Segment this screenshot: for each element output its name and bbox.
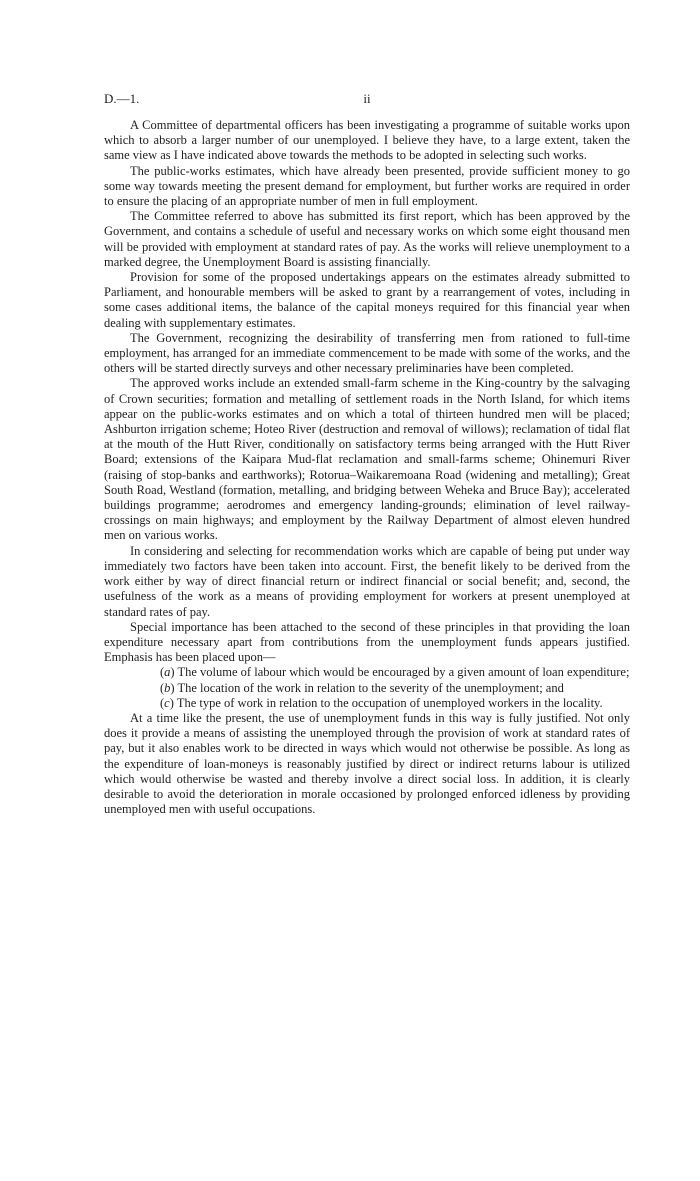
emphasis-list: [104, 665, 630, 711]
body-text: [104, 118, 630, 817]
page-number: ii: [363, 91, 371, 106]
paragraph-unemployment-funds: At a time like the present, the use of unemployment funds in this way is fully justified. Not only does it provide a means of assisting the unemployed through the provision of work at standard rates of pay, but it also enables work to be directed in ways which would not otherwise be possible. As long as the expenditure of loan-moneys is reasonably justified by direct or indirect returns labour is utilized which would otherwise be wasted and thereby involve a direct social loss. In addition, it is clearly desirable to avoid the deterioration in morale occasioned by prolonged enforced idleness by providing unemployed men with useful occupations.: [104, 710, 630, 817]
paragraph-government: The Government, recognizing the desirability of transferring men from rationed to full-time employment, has arranged for an immediate commencement to be made with some of the works, and the others will be started directly surveys and other necessary preliminaries have been completed.: [104, 330, 630, 376]
list-item: (c) The type of work in relation to the occupation of unemployed workers in the locality.: [160, 695, 603, 710]
document-reference: D.—1.: [104, 91, 140, 106]
list-marker: c: [164, 695, 170, 710]
paragraph-committee: A Committee of departmental officers has been investigating a programme of suitable works upon which to absorb a larger number of our unemployed. I believe they have, to a large extent, taken the same view as I have indicated above towards the methods to be adopted in selecting such works.: [104, 118, 630, 163]
list-item-text: The type of work in relation to the occupation of unemployed workers in the locality.: [176, 695, 603, 710]
paragraph-approved-works: The approved works include an extended small-farm scheme in the King-country by the salvaging of Crown securities; formation and metalling of settlement roads in the North Island, for which items appear on the public-works estimates and on which a total of thirteen hundred men will be placed; Ashburton irrigation scheme; Hoteo River (destruction and removal of willows); reclamation of tidal flat at the mouth of the Hutt River, conditionally on satisfactory terms being arranged with the Hutt River Board; extensions of the Kaipara Mud-flat reclamation and small-farms scheme; Ohinemuri River (raising of stop-banks and earthworks); Rotorua–Waikaremoana Road (widening and metalling); Great South Road, Westland (formation, metalling, and bridging between Weheka and Bruce Bay); accelerated buildings programme; aerodromes and emergency landing-grounds; elimination of level railway-crossings on main highways; and employment by the Railway Department of almost eleven hundred men on various works.: [104, 376, 630, 543]
list-marker: b: [164, 680, 171, 695]
paragraph-provision: Provision for some of the proposed undertakings appears on the estimates already submitted to Parliament, and honourable members will be asked to grant by a rearrangement of votes, including in some cases additional items, the balance of the capital moneys required for this financial year when dealing with supplementary estimates.: [104, 270, 630, 330]
list-item-text: The location of the work in relation to the severity of the unemployment; and: [177, 680, 564, 695]
paragraph-special-importance: Special importance has been attached to the second of these principles in that providing the loan expenditure necessary apart from contributions from the unemployment funds appears justified. Emphasis has been placed upon—: [104, 619, 630, 665]
page-header: [104, 91, 630, 111]
paragraph-estimates: The public-works estimates, which have already been presented, provide sufficient money to go some way towards meeting the present demand for employment, but further works are required in order to ensure the placing of an appropriate number of men in full employment.: [104, 163, 630, 209]
paragraph-considering: In considering and selecting for recommendation works which are capable of being put under way immediately two factors have been taken into account. First, the benefit likely to be derived from the work either by way of direct financial return or indirect financial or social benefit; and, second, the usefulness of the work as a means of providing employment for workers at present unemployed at standard rates of pay.: [104, 543, 630, 619]
list-item: (a) The volume of labour which would be encouraged by a given amount of loan expenditure;: [160, 665, 630, 680]
list-marker: a: [164, 665, 171, 680]
list-item-text: The volume of labour which would be encouraged by a given amount of loan expenditure;: [177, 665, 630, 680]
paragraph-first-report: The Committee referred to above has submitted its first report, which has been approved by the Government, and contains a schedule of useful and necessary works on which some eight thousand men will be provided with employment at standard rates of pay. As the works will relieve unemployment to a marked degree, the Unemployment Board is assisting financially.: [104, 209, 630, 269]
list-item: (b) The location of the work in relation to the severity of the unemployment; and: [160, 680, 564, 695]
